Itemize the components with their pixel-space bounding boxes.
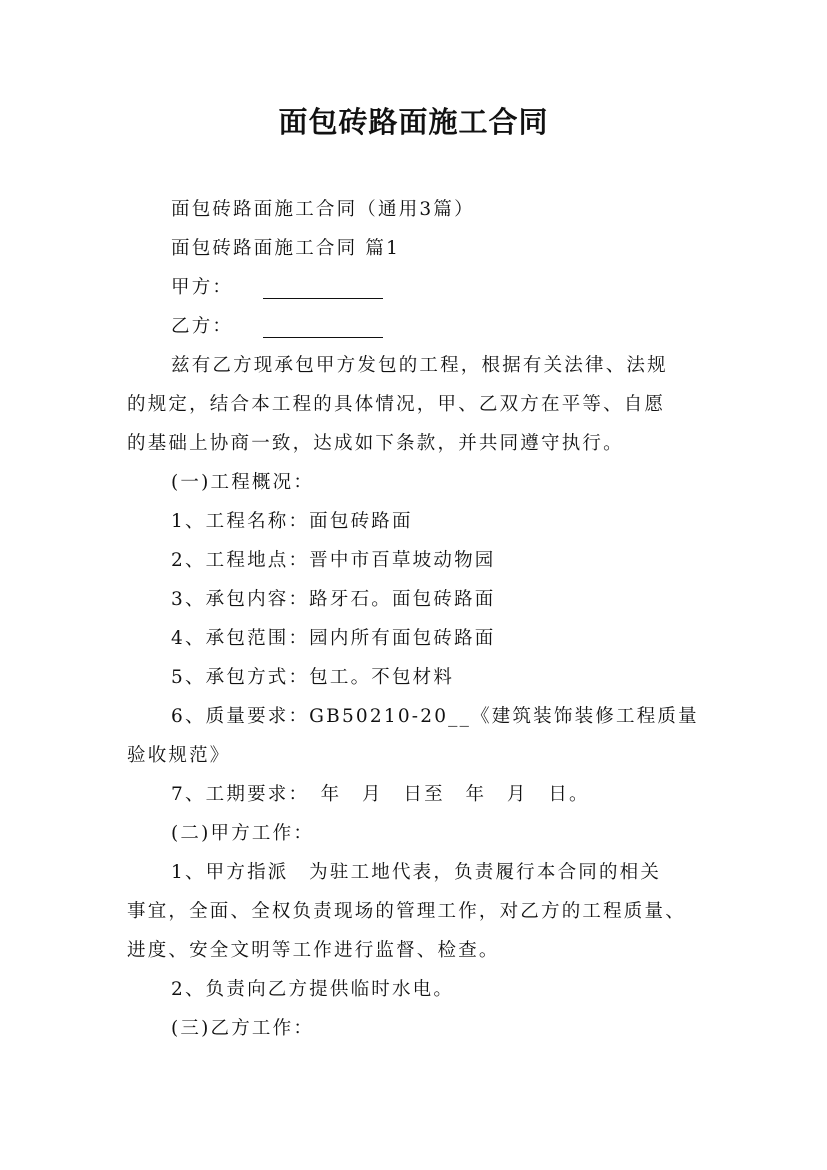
list-item: 4、承包范围：园内所有面包砖路面 (171, 628, 496, 649)
list-item: 5、承包方式：包工。不包材料 (171, 667, 455, 688)
list-item: 1、工程名称：面包砖路面 (171, 511, 413, 532)
document-title: 面包砖路面施工合同 (278, 105, 549, 139)
party-b-blank (263, 313, 383, 338)
document-body (127, 190, 707, 1048)
paragraph-line: 兹有乙方现承包甲方发包的工程，根据有关法律、法规 (171, 355, 668, 376)
party-a-label: 甲方： (171, 277, 234, 298)
list-item: 6、质量要求：GB50210-20__《建筑装饰装修工程质量 (171, 706, 699, 727)
party-b-line (127, 307, 707, 346)
list-item: 1、甲方指派 为驻工地代表，负责履行本合同的相关 (171, 862, 662, 883)
list-item-continuation: 事宜，全面、全权负责现场的管理工作，对乙方的工程质量、 (127, 901, 686, 922)
section-heading-1: (一)工程概况： (171, 472, 315, 493)
list-item: 7、工期要求： 年 月 日至 年 月 日。 (171, 784, 590, 805)
list-item-continuation: 验收规范》 (127, 745, 231, 766)
paragraph-line: 的基础上协商一致，达成如下条款，并共同遵守执行。 (127, 433, 624, 454)
paragraph-line: 的规定，结合本工程的具体情况，甲、乙双方在平等、自愿 (127, 394, 666, 415)
party-a-blank (263, 274, 383, 299)
party-b-label: 乙方： (171, 316, 234, 337)
list-item: 2、负责向乙方提供临时水电。 (171, 979, 455, 1000)
list-item-continuation: 进度、安全文明等工作进行监督、检查。 (127, 940, 500, 961)
party-a-line (127, 268, 707, 307)
section-heading-3: (三)乙方工作： (171, 1018, 315, 1039)
list-item: 2、工程地点：晋中市百草坡动物园 (171, 550, 496, 571)
list-item: 3、承包内容：路牙石。面包砖路面 (171, 589, 496, 610)
paragraph-subtitle: 面包砖路面施工合同（通用3篇） (171, 199, 475, 220)
section-heading-2: (二)甲方工作： (171, 823, 315, 844)
paragraph-section-heading: 面包砖路面施工合同 篇1 (171, 238, 401, 259)
